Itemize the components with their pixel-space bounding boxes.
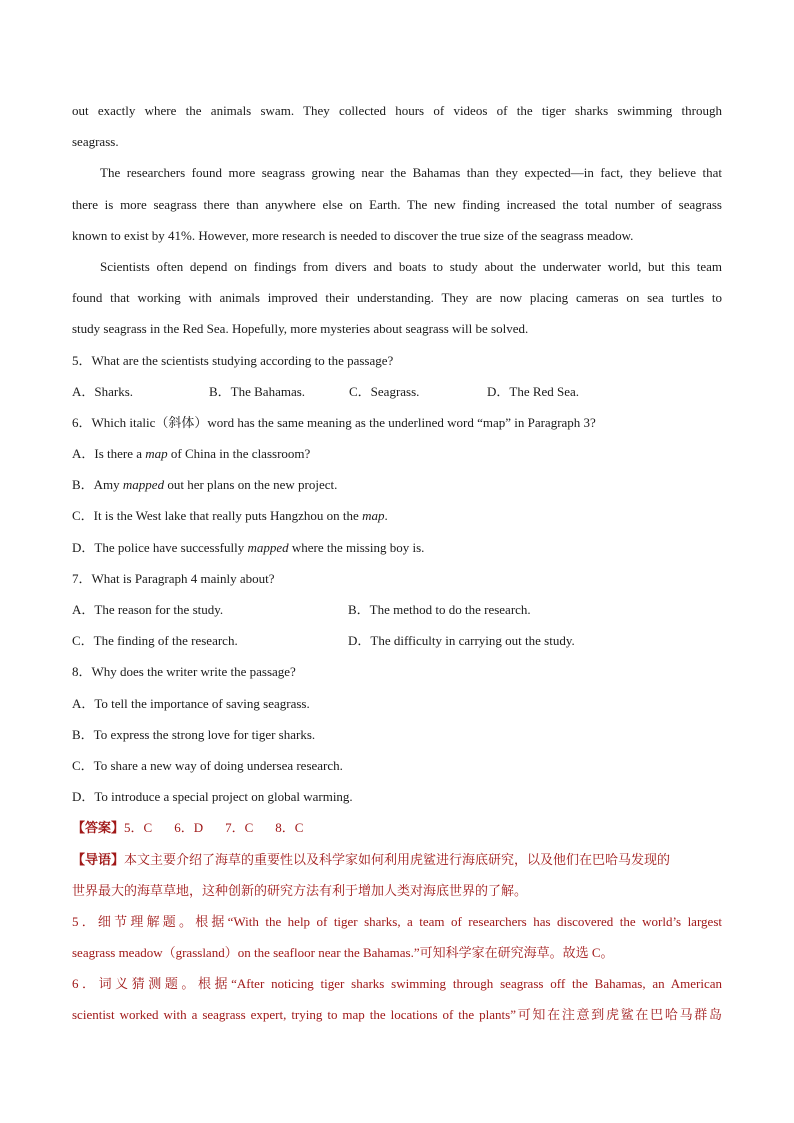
option-b: B．The Bahamas. <box>209 383 306 399</box>
question-6-stem: 6．Which italic（斜体）word has the same meaning as the underlined word “map” in Paragraph 3? <box>72 414 596 430</box>
option-d: D．The difficulty in carrying out the study. <box>348 633 575 649</box>
answer-6: 6．D <box>174 820 204 836</box>
passage-line: out exactly where the animals swam. They collected hours of videos of the tiger sharks swimming through <box>72 103 722 118</box>
option-a: A．Sharks. <box>72 383 134 399</box>
italic-word: mapped <box>247 539 289 555</box>
document-page <box>72 95 722 1031</box>
explanation-line: 5．细节理解题。根据“With the help of tiger sharks, a team of researchers has discovered the world’s largest <box>72 913 722 929</box>
option-a <box>72 438 722 469</box>
explanation-line: 6．词义猜测题。根据“After noticing tiger sharks swimming through seagrass off the Bahamas, an American <box>72 976 722 992</box>
option-text: A．Is there a <box>72 446 146 462</box>
italic-word: mapped <box>122 477 165 493</box>
option-text: out her plans on the new project. <box>164 477 338 493</box>
option-text: B．Amy <box>72 477 123 493</box>
option-a: A．To tell the importance of saving seagrass. <box>72 695 310 711</box>
question-7-stem: 7．What is Paragraph 4 mainly about? <box>72 570 275 586</box>
passage-line: Scientists often depend on findings from divers and boats to study about the underwater world, but this team <box>100 258 722 274</box>
option-text: C．It is the West lake that really puts Hangzhou on the <box>72 508 363 524</box>
option-d: D．The Red Sea. <box>487 383 580 399</box>
passage-line: known to exist by 41%. However, more research is needed to discover the true size of the seagrass meadow. <box>72 227 634 243</box>
passage-line: The researchers found more seagrass growing near the Bahamas than they expected—in fact, they believe that <box>100 165 722 181</box>
option-c: C．To share a new way of doing undersea research. <box>72 757 343 773</box>
question-5-options <box>72 376 722 407</box>
passage-line: study seagrass in the Red Sea. Hopefully, more mysteries about seagrass will be solved. <box>72 321 529 337</box>
guide-line: 世界最大的海草草地，这种创新的研究方法有利于增加人类对海底世界的了解。 <box>72 882 528 898</box>
option-b: B．The method to do the research. <box>348 602 531 617</box>
passage-line: there is more seagrass there than anywhere else on Earth. The new finding increased the total number of seagrass <box>72 196 722 212</box>
question-8-stem: 8．Why does the writer write the passage? <box>72 664 296 680</box>
italic-word: map <box>145 446 168 462</box>
option-a: A．The reason for the study. <box>72 602 224 617</box>
option-c: C．Seagrass. <box>349 383 420 399</box>
guide-line <box>72 844 722 875</box>
guide-text: 本文主要介绍了海草的重要性以及科学家如何利用虎鲨进行海底研究，以及他们在巴哈马发现的 <box>124 851 671 867</box>
question-7-options-row1 <box>72 594 722 625</box>
option-text: of China in the classroom? <box>167 446 311 462</box>
passage-line: seagrass. <box>72 134 119 150</box>
answer-8: 8．C <box>275 820 304 836</box>
answer-label: 【答案】 <box>72 820 125 836</box>
question-5-stem: 5．What are the scientists studying according to the passage? <box>72 352 394 368</box>
answer-5: 5．C <box>124 820 153 836</box>
answer-key <box>72 812 722 843</box>
option-text: where the missing boy is. <box>288 539 425 555</box>
option-c: C．The finding of the research. <box>72 633 238 649</box>
option-text: . <box>384 508 388 524</box>
option-b: B．To express the strong love for tiger sharks. <box>72 726 316 742</box>
answer-7: 7．C <box>225 820 254 836</box>
option-d <box>72 532 722 563</box>
option-c <box>72 500 722 531</box>
question-7-options-row2 <box>72 625 722 656</box>
option-b <box>72 469 722 500</box>
guide-label: 【导语】 <box>72 851 125 867</box>
option-text: D．The police have successfully <box>72 539 248 555</box>
explanation-line: scientist worked with a seagrass expert, trying to map the locations of the plants”可知在注意到虎鲨在巴哈马群岛 <box>72 1007 722 1023</box>
italic-word: map <box>362 508 385 524</box>
option-d: D．To introduce a special project on global warming. <box>72 789 353 805</box>
passage-line: found that working with animals improved their understanding. They are now placing cameras on sea turtles to <box>72 290 722 306</box>
explanation-line: seagrass meadow（grassland）on the seafloor near the Bahamas.”可知科学家在研究海草。故选 C。 <box>72 945 614 961</box>
